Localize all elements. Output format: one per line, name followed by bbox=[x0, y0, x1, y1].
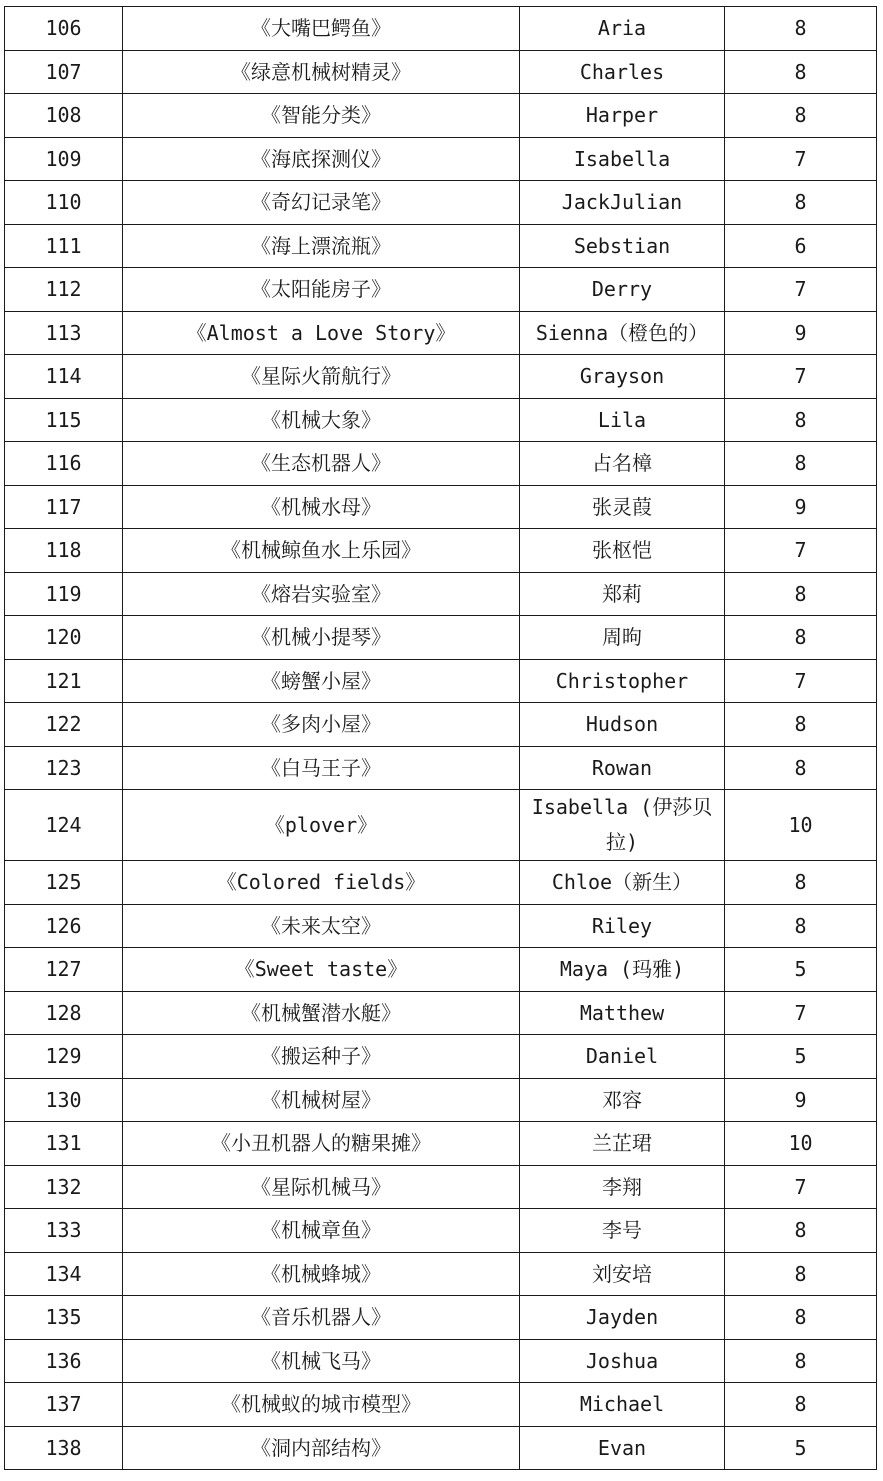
entry-number-cell: 110 bbox=[5, 181, 123, 225]
author-name-cell: Maya (玛雅) bbox=[520, 948, 725, 992]
table-row bbox=[5, 1252, 877, 1296]
work-title-cell: 《机械树屋》 bbox=[123, 1078, 520, 1122]
entry-number-cell: 124 bbox=[5, 790, 123, 861]
table-row bbox=[5, 398, 877, 442]
score-cell: 5 bbox=[725, 1035, 877, 1079]
entry-number-cell: 127 bbox=[5, 948, 123, 992]
table-row bbox=[5, 94, 877, 138]
author-name-cell: Aria bbox=[520, 7, 725, 51]
entry-number-cell: 133 bbox=[5, 1209, 123, 1253]
score-cell: 9 bbox=[725, 485, 877, 529]
table-row bbox=[5, 181, 877, 225]
work-title-cell: 《机械蜂城》 bbox=[123, 1252, 520, 1296]
author-name-cell: Rowan bbox=[520, 746, 725, 790]
score-cell: 8 bbox=[725, 1296, 877, 1340]
work-title-cell: 《星际火箭航行》 bbox=[123, 355, 520, 399]
entry-number-cell: 137 bbox=[5, 1383, 123, 1427]
entry-number-cell: 132 bbox=[5, 1165, 123, 1209]
score-cell: 8 bbox=[725, 861, 877, 905]
entry-number-cell: 111 bbox=[5, 224, 123, 268]
entry-number-cell: 134 bbox=[5, 1252, 123, 1296]
author-name-cell: 周昫 bbox=[520, 616, 725, 660]
work-title-cell: 《机械大象》 bbox=[123, 398, 520, 442]
score-cell: 7 bbox=[725, 1165, 877, 1209]
author-name-cell: Joshua bbox=[520, 1339, 725, 1383]
table-row bbox=[5, 1209, 877, 1253]
author-name-cell: 郑莉 bbox=[520, 572, 725, 616]
author-name-cell: Harper bbox=[520, 94, 725, 138]
author-name-cell: Charles bbox=[520, 50, 725, 94]
table-row bbox=[5, 948, 877, 992]
table-row bbox=[5, 355, 877, 399]
score-cell: 8 bbox=[725, 904, 877, 948]
score-cell: 7 bbox=[725, 268, 877, 312]
score-cell: 9 bbox=[725, 1078, 877, 1122]
entry-number-cell: 119 bbox=[5, 572, 123, 616]
author-name-cell: Derry bbox=[520, 268, 725, 312]
table-row bbox=[5, 1165, 877, 1209]
score-cell: 8 bbox=[725, 398, 877, 442]
score-cell: 7 bbox=[725, 991, 877, 1035]
author-name-cell: 占名樟 bbox=[520, 442, 725, 486]
score-cell: 8 bbox=[725, 7, 877, 51]
table-row bbox=[5, 659, 877, 703]
score-cell: 10 bbox=[725, 790, 877, 861]
score-cell: 7 bbox=[725, 529, 877, 573]
score-cell: 7 bbox=[725, 355, 877, 399]
author-name-cell: Sebstian bbox=[520, 224, 725, 268]
work-title-cell: 《小丑机器人的糖果摊》 bbox=[123, 1122, 520, 1166]
work-title-cell: 《机械章鱼》 bbox=[123, 1209, 520, 1253]
entry-number-cell: 138 bbox=[5, 1426, 123, 1470]
table-row bbox=[5, 746, 877, 790]
entry-number-cell: 125 bbox=[5, 861, 123, 905]
score-cell: 8 bbox=[725, 50, 877, 94]
score-cell: 8 bbox=[725, 1209, 877, 1253]
work-title-cell: 《白马王子》 bbox=[123, 746, 520, 790]
author-name-cell: Matthew bbox=[520, 991, 725, 1035]
entry-number-cell: 118 bbox=[5, 529, 123, 573]
score-cell: 10 bbox=[725, 1122, 877, 1166]
work-title-cell: 《生态机器人》 bbox=[123, 442, 520, 486]
work-title-cell: 《Colored fields》 bbox=[123, 861, 520, 905]
author-name-cell: 李号 bbox=[520, 1209, 725, 1253]
table-row bbox=[5, 790, 877, 861]
work-title-cell: 《海上漂流瓶》 bbox=[123, 224, 520, 268]
author-name-cell: Chloe（新生） bbox=[520, 861, 725, 905]
score-cell: 7 bbox=[725, 659, 877, 703]
table-row bbox=[5, 7, 877, 51]
work-title-cell: 《洞内部结构》 bbox=[123, 1426, 520, 1470]
work-title-cell: 《机械小提琴》 bbox=[123, 616, 520, 660]
work-title-cell: 《机械鲸鱼水上乐园》 bbox=[123, 529, 520, 573]
entry-number-cell: 136 bbox=[5, 1339, 123, 1383]
work-title-cell: 《搬运种子》 bbox=[123, 1035, 520, 1079]
table-row bbox=[5, 268, 877, 312]
author-name-cell: 张灵葭 bbox=[520, 485, 725, 529]
entry-number-cell: 128 bbox=[5, 991, 123, 1035]
work-title-cell: 《星际机械马》 bbox=[123, 1165, 520, 1209]
work-title-cell: 《智能分类》 bbox=[123, 94, 520, 138]
work-title-cell: 《奇幻记录笔》 bbox=[123, 181, 520, 225]
score-cell: 8 bbox=[725, 703, 877, 747]
entry-number-cell: 115 bbox=[5, 398, 123, 442]
author-name-cell: Sienna（橙色的） bbox=[520, 311, 725, 355]
entry-number-cell: 114 bbox=[5, 355, 123, 399]
scores-table-body bbox=[5, 7, 877, 1470]
work-title-cell: 《Sweet taste》 bbox=[123, 948, 520, 992]
table-row bbox=[5, 224, 877, 268]
author-name-cell: 兰芷珺 bbox=[520, 1122, 725, 1166]
work-title-cell: 《螃蟹小屋》 bbox=[123, 659, 520, 703]
entry-number-cell: 112 bbox=[5, 268, 123, 312]
work-title-cell: 《未来太空》 bbox=[123, 904, 520, 948]
table-row bbox=[5, 572, 877, 616]
work-title-cell: 《机械蟹潜水艇》 bbox=[123, 991, 520, 1035]
score-cell: 5 bbox=[725, 1426, 877, 1470]
work-title-cell: 《熔岩实验室》 bbox=[123, 572, 520, 616]
entry-number-cell: 116 bbox=[5, 442, 123, 486]
score-cell: 8 bbox=[725, 94, 877, 138]
score-cell: 8 bbox=[725, 572, 877, 616]
table-row bbox=[5, 1383, 877, 1427]
entry-number-cell: 130 bbox=[5, 1078, 123, 1122]
author-name-cell: 邓容 bbox=[520, 1078, 725, 1122]
work-title-cell: 《绿意机械树精灵》 bbox=[123, 50, 520, 94]
author-name-cell: Michael bbox=[520, 1383, 725, 1427]
table-row bbox=[5, 529, 877, 573]
author-name-cell: Christopher bbox=[520, 659, 725, 703]
entry-number-cell: 135 bbox=[5, 1296, 123, 1340]
table-row bbox=[5, 861, 877, 905]
author-name-cell: Isabella bbox=[520, 137, 725, 181]
entry-number-cell: 117 bbox=[5, 485, 123, 529]
table-row bbox=[5, 137, 877, 181]
work-title-cell: 《多肉小屋》 bbox=[123, 703, 520, 747]
table-row bbox=[5, 1035, 877, 1079]
entry-number-cell: 108 bbox=[5, 94, 123, 138]
work-title-cell: 《太阳能房子》 bbox=[123, 268, 520, 312]
author-name-cell: 刘安培 bbox=[520, 1252, 725, 1296]
score-cell: 8 bbox=[725, 616, 877, 660]
score-cell: 8 bbox=[725, 1383, 877, 1427]
table-row bbox=[5, 442, 877, 486]
table-row bbox=[5, 1426, 877, 1470]
table-row bbox=[5, 1078, 877, 1122]
work-title-cell: 《plover》 bbox=[123, 790, 520, 861]
entry-number-cell: 107 bbox=[5, 50, 123, 94]
author-name-cell: 李翔 bbox=[520, 1165, 725, 1209]
work-title-cell: 《Almost a Love Story》 bbox=[123, 311, 520, 355]
entry-number-cell: 120 bbox=[5, 616, 123, 660]
score-cell: 8 bbox=[725, 1339, 877, 1383]
table-row bbox=[5, 1122, 877, 1166]
author-name-cell: 张枢恺 bbox=[520, 529, 725, 573]
entry-number-cell: 109 bbox=[5, 137, 123, 181]
table-row bbox=[5, 485, 877, 529]
entry-number-cell: 122 bbox=[5, 703, 123, 747]
entry-number-cell: 106 bbox=[5, 7, 123, 51]
work-title-cell: 《机械飞马》 bbox=[123, 1339, 520, 1383]
entry-number-cell: 126 bbox=[5, 904, 123, 948]
score-cell: 8 bbox=[725, 181, 877, 225]
table-row bbox=[5, 616, 877, 660]
entry-number-cell: 113 bbox=[5, 311, 123, 355]
table-row bbox=[5, 1296, 877, 1340]
author-name-cell: Evan bbox=[520, 1426, 725, 1470]
author-name-cell: JackJulian bbox=[520, 181, 725, 225]
table-row bbox=[5, 703, 877, 747]
author-name-cell: Hudson bbox=[520, 703, 725, 747]
score-cell: 6 bbox=[725, 224, 877, 268]
score-cell: 5 bbox=[725, 948, 877, 992]
author-name-cell: Jayden bbox=[520, 1296, 725, 1340]
score-cell: 7 bbox=[725, 137, 877, 181]
score-cell: 9 bbox=[725, 311, 877, 355]
table-row bbox=[5, 904, 877, 948]
table-row bbox=[5, 1339, 877, 1383]
author-name-cell: Isabella (伊莎贝拉) bbox=[520, 790, 725, 861]
scores-table bbox=[4, 6, 877, 1470]
entry-number-cell: 129 bbox=[5, 1035, 123, 1079]
table-row bbox=[5, 50, 877, 94]
table-row bbox=[5, 991, 877, 1035]
author-name-cell: Riley bbox=[520, 904, 725, 948]
entry-number-cell: 121 bbox=[5, 659, 123, 703]
work-title-cell: 《音乐机器人》 bbox=[123, 1296, 520, 1340]
author-name-cell: Daniel bbox=[520, 1035, 725, 1079]
entry-number-cell: 131 bbox=[5, 1122, 123, 1166]
score-cell: 8 bbox=[725, 442, 877, 486]
work-title-cell: 《机械水母》 bbox=[123, 485, 520, 529]
entry-number-cell: 123 bbox=[5, 746, 123, 790]
score-cell: 8 bbox=[725, 746, 877, 790]
table-row bbox=[5, 311, 877, 355]
author-name-cell: Lila bbox=[520, 398, 725, 442]
work-title-cell: 《海底探测仪》 bbox=[123, 137, 520, 181]
work-title-cell: 《机械蚁的城市模型》 bbox=[123, 1383, 520, 1427]
author-name-cell: Grayson bbox=[520, 355, 725, 399]
score-cell: 8 bbox=[725, 1252, 877, 1296]
work-title-cell: 《大嘴巴鳄鱼》 bbox=[123, 7, 520, 51]
